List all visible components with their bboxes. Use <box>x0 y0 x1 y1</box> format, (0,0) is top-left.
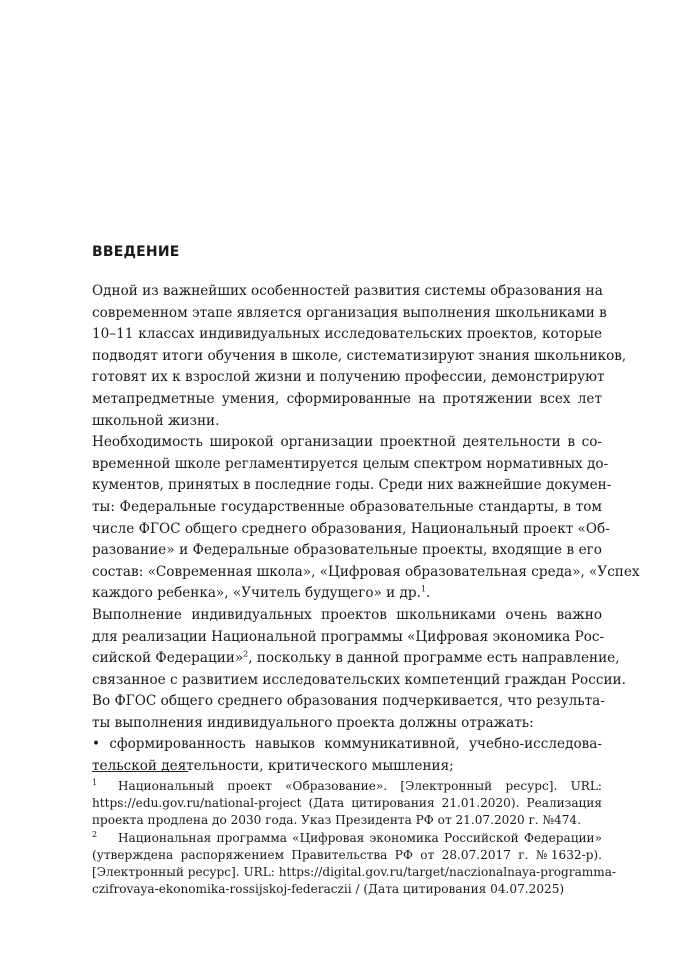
line-text: Национальная программа «Цифровая экономика Российской Федерации» <box>118 830 602 845</box>
text-line: каждого ребенка», «Учитель будущего» и др.$^1$. <box>92 584 431 602</box>
line-text: , поскольку в данной программе есть направление, <box>248 650 620 667</box>
footnote-line: [Электронный ресурс]. URL: https://digital.gov.ru/target/naczionalnaya-programma- <box>92 864 617 879</box>
text-line: числе ФГОС общего среднего образования, Национальный проект «Об- <box>92 520 610 537</box>
footnote-line: 1 Национальный проект «Образование». [Электронный ресурс]. URL: <box>92 777 602 793</box>
footnote-ref: 2 <box>243 649 249 659</box>
paragraph <box>92 691 605 777</box>
footnote-line: (утверждена распоряжением Правительства РФ от 28.07.2017 г. №1632-р). <box>92 847 602 862</box>
paragraph <box>92 281 627 432</box>
footnote-1 <box>92 778 602 830</box>
text-line: связанное с развитием исследовательских компетенций граждан России. <box>92 671 626 688</box>
paragraph <box>92 605 626 691</box>
body-text <box>92 281 640 778</box>
footnote-divider <box>92 771 188 772</box>
text-line: готовят их к взрослой жизни и получению профессии, демонстрируют <box>92 369 605 386</box>
line-text: сийской Федерации» <box>92 650 244 667</box>
list-item-line: • сформированность навыков коммуникативной, учебно-исследова- <box>92 736 602 753</box>
text-line <box>92 648 620 670</box>
text-line: подводят итоги обучения в школе, систематизируют знания школьников, <box>92 347 627 364</box>
footnote-ref: 1 <box>420 584 427 594</box>
text-line: 10–11 классах индивидуальных исследовательских проектов, которые <box>92 326 602 343</box>
section-heading: ВВЕДЕНИЕ <box>92 244 180 260</box>
line-text: Национальный проект «Образование». [Электронный ресурс]. URL: <box>118 779 602 793</box>
text-line: школьной жизни. <box>92 412 220 429</box>
line-text: каждого ребенка», «Учитель будущего» и др. <box>92 585 421 602</box>
text-line: для реализации Национальной программы «Цифровая экономика Рос- <box>92 628 605 645</box>
text-line: метапредметные умения, сформированные на протяжении всех лет <box>92 390 602 407</box>
text-line: Выполнение индивидуальных проектов школьниками очень важно <box>92 606 602 623</box>
footnote-line: проекта продлена до 2030 года. Указ Президента РФ от 21.07.2020 г. №474. <box>92 813 581 828</box>
text-line: разование» и Федеральные образовательные проекты, входящие в его <box>92 542 602 559</box>
footnotes <box>92 777 617 898</box>
text-line: Необходимость широкой организации проектной деятельности в со- <box>92 434 602 451</box>
text-line: современном этапе является организация выполнения школьниками в <box>92 304 607 321</box>
footnote-line: https://edu.gov.ru/national-project (Дата цитирования 21.01.2020). Реализация <box>92 796 602 811</box>
list-item-line: тельской деятельности, критического мышления; <box>92 758 454 775</box>
text-line: ты выполнения индивидуального проекта должны отражать: <box>92 714 534 731</box>
text-line: временной школе регламентируется целым спектром нормативных до- <box>92 455 609 472</box>
text-line: Во ФГОС общего среднего образования подчеркивается, что результа- <box>92 693 605 710</box>
paragraph <box>92 432 640 605</box>
text-line: ты: Федеральные государственные образовательные стандарты, в том <box>92 498 602 515</box>
footnote-line: 2 Национальная программа «Цифровая экономика Российской Федерации» <box>92 829 602 845</box>
text-line: состав: «Современная школа», «Цифровая образовательная среда», «Успех <box>92 563 640 580</box>
footnote-line: czifrovaya-ekonomika-rossijskoj-federaczii / (Дата цитирования 04.07.2025) <box>92 882 565 897</box>
footnote-2 <box>92 829 617 899</box>
text-line: Одной из важнейших особенностей развития системы образования на <box>92 283 603 299</box>
text-line: кументов, принятых в последние годы. Среди них важнейшие докумен- <box>92 477 612 494</box>
